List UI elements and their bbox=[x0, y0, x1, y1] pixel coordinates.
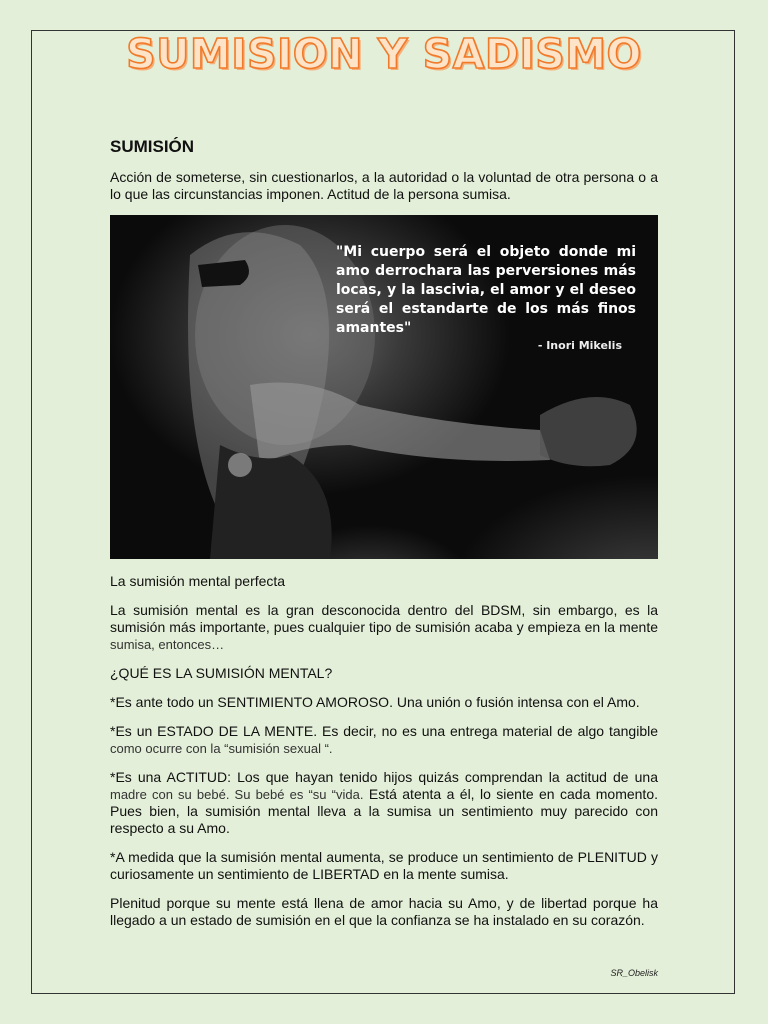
intro-main-text: La sumisión mental es la gran desconocida dentro del BDSM, sin embargo, es la sumisión más importante, pues cualquier tipo de sumisión acaba y empieza en la mente bbox=[110, 602, 658, 635]
quote-author: - Inori Mikelis bbox=[537, 339, 622, 352]
point-5: Plenitud porque su mente está llena de amor hacia su Amo, y de libertad porque ha llegado a un estado de sumisión en el que la confianza se ha instalado en su corazón. bbox=[110, 895, 658, 928]
point-2-main: *Es un ESTADO DE LA MENTE. Es decir, no es una entrega material de algo tangible bbox=[110, 723, 658, 739]
point-2 bbox=[110, 723, 658, 757]
point-3-b: Está atenta a él, lo siente en cada momento. Pues bien, la sumisión mental lleva a la sumisa un sentimiento muy parecido con respecto a su Amo. bbox=[110, 786, 659, 836]
section-heading: SUMISIÓN bbox=[110, 137, 195, 156]
point-3-small: madre con su bebé. Su bebé es “su “vida. bbox=[110, 787, 364, 802]
point-2-small: como ocurre con la “sumisión sexual “. bbox=[110, 741, 333, 756]
point-1: *Es ante todo un SENTIMIENTO AMOROSO. Una unión o fusión intensa con el Amo. bbox=[110, 694, 640, 710]
point-3 bbox=[110, 769, 658, 837]
quote-photo bbox=[110, 215, 658, 559]
document-body bbox=[110, 138, 658, 941]
point-4: *A medida que la sumisión mental aumenta, se produce un sentimiento de PLENITUD y curiosamente un sentimiento de LIBERTAD en la mente sumisa. bbox=[110, 849, 658, 882]
document-title: SUMISION Y SADISMO bbox=[126, 30, 642, 78]
intro-paragraph bbox=[110, 602, 658, 653]
signature: SR_Obelisk bbox=[610, 968, 658, 978]
question-heading: ¿QUÉ ES LA SUMISIÓN MENTAL? bbox=[110, 665, 333, 681]
photo-quote: "Mi cuerpo será el objeto donde mi amo derrochara las perversiones más locas, y la lascivia, el amor y el deseo será el estandarte de los más finos amantes" bbox=[336, 244, 636, 336]
intro-small-text: sumisa, entonces… bbox=[110, 637, 225, 652]
point-3-a: *Es una ACTITUD: Los que hayan tenido hijos quizás comprendan la actitud de una bbox=[110, 769, 658, 785]
subtitle: La sumisión mental perfecta bbox=[110, 573, 286, 589]
definition-paragraph: Acción de someterse, sin cuestionarlos, a la autoridad o la voluntad de otra persona o a lo que las circunstancias imponen. Actitud de la persona sumisa. bbox=[110, 169, 658, 202]
